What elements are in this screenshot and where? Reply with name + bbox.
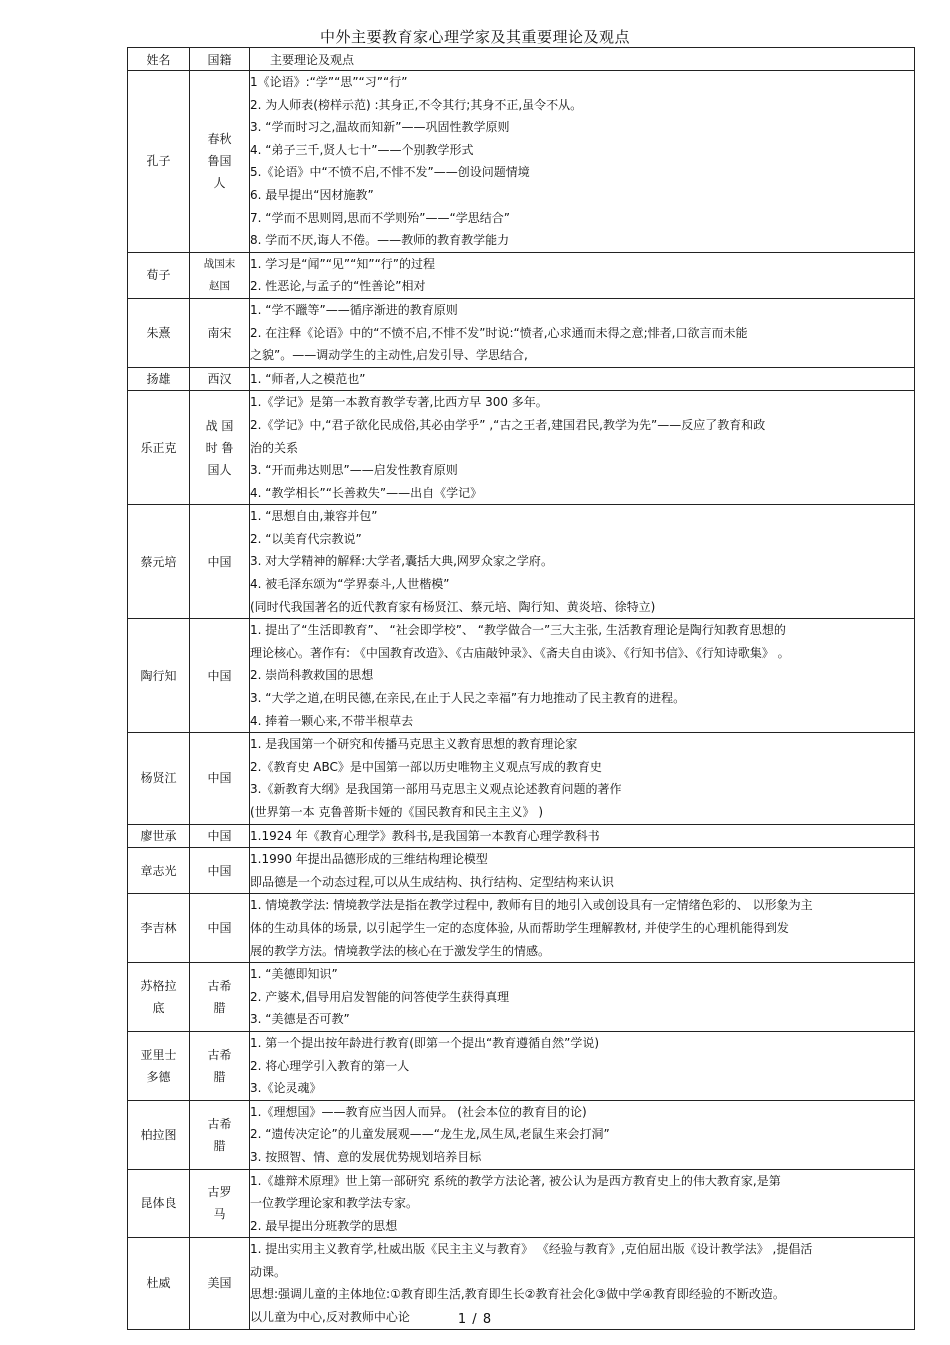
theory-line: 1. “思想自由,兼容并包” [250,509,378,524]
educator-nation-line: 古罗 [207,1185,232,1200]
theory-line: 1.1990 年提出品德形成的三维结构理论模型 [250,852,488,867]
theory-line: 2. 最早提出分班教学的思想 [250,1218,398,1233]
theory-line: 2. 为人师表(榜样示范) :其身正,不令其行;其身不正,虽令不从。 [250,97,583,112]
educator-nation-line: 南宋 [207,325,232,340]
educator-name [128,391,190,505]
theory-line: 理论核心。著作有: 《中国教育改造》、《古庙敲钟录》、《斋夫自由谈》、《行知书信》、《行知诗歌集》 。 [250,645,790,660]
educator-nation [190,848,250,894]
theory-content [250,824,915,848]
theory-line: 3. 对大学精神的解释:大学者,囊括大典,网罗众家之学府。 [250,554,553,569]
header-name: 姓名 [128,48,190,71]
educator-name [128,848,190,894]
theory-line: 3. “大学之道,在明民德,在亲民,在止于人民之幸福”有力地推动了民主教育的进程。 [250,691,686,706]
educator-nation-line: 腊 [213,1138,226,1153]
educator-name [128,963,190,1032]
theory-content [250,1031,915,1100]
educator-nation-line: 古希 [207,1047,232,1062]
table-row [128,848,915,894]
educator-name-line: 亚里士 [140,1047,177,1062]
table-row [128,733,915,824]
theory-line: 4. 被毛泽东颂为“学界泰斗,人世楷模” [250,577,450,592]
theory-line: 1. “师者,人之模范也” [250,371,366,386]
educator-nation-line: 古希 [207,1116,232,1131]
table-row [128,894,915,963]
educator-nation [190,1100,250,1169]
educator-name-line: 杜威 [146,1276,171,1291]
theory-line: 1. “学不躐等”——循序渐进的教育原则 [250,302,458,317]
educator-nation-line: 古希 [207,979,232,994]
educator-nation-line: 战国末 [203,258,236,271]
theory-line: 即品德是一个动态过程,可以从生成结构、执行结构、定型结构来认识 [250,874,614,889]
educator-name [128,252,190,298]
theory-line: 4. “弟子三千,贤人七十”——个别教学形式 [250,142,474,157]
theory-line: 1.《学记》是第一本教育教学专著,比西方早 300 多年。 [250,395,548,410]
educator-nation-line: 中国 [207,921,232,936]
educator-name [128,894,190,963]
theory-line: 3.《新教育大纲》是我国第一部用马克思主义观点论述教育问题的著作 [250,782,622,797]
educator-nation-line: 春秋 [207,132,232,147]
theory-line: 2.《教育史 ABC》是中国第一部以历史唯物主义观点写成的教育史 [250,759,602,774]
theory-line: 体的生动具体的场景, 以引起学生一定的态度体验, 从而帮助学生理解教材, 并使学生的心理机能得到发 [250,920,789,935]
educator-nation-line: 中国 [207,828,232,843]
educator-nation-line: 中国 [207,554,232,569]
educator-name-line: 扬雄 [146,372,171,387]
theory-line: 1. 第一个提出按年龄进行教育(即第一个提出“教育遵循自然”学说) [250,1035,600,1050]
educator-nation-line: 中国 [207,668,232,683]
educator-name-line: 昆体良 [140,1196,177,1211]
educator-name-line: 蔡元培 [140,554,177,569]
educator-name [128,1169,190,1238]
educator-nation [190,252,250,298]
educator-nation-line: 赵国 [209,280,230,293]
theory-line: 展的教学方法。情境教学法的核心在于激发学生的情感。 [250,943,551,958]
educator-name [128,71,190,253]
theory-line: 1. 情境教学法: 情境教学法是指在教学过程中, 教师有目的地引入或创设具有一定情绪色彩的、 以形象为主 [250,898,813,913]
educator-nation [190,619,250,733]
table-row [128,505,915,619]
theory-line: 2.《学记》中,“君子欲化民成俗,其必由学乎” ,“古之王者,建国君民,教学为先”——反应了教育和政 [250,417,766,432]
table-row [128,367,915,391]
educator-name-line: 杨贤江 [140,771,177,786]
theory-line: 2. “遗传决定论”的儿童发展观——“龙生龙,凤生凤,老鼠生来会打洞” [250,1127,610,1142]
educator-name [128,619,190,733]
theory-line: 之貌”。——调动学生的主动性,启发引导、学思结合, [250,348,528,363]
theory-line: 4. “教学相长”“长善救失”——出自《学记》 [250,485,483,500]
educator-nation-line: 腊 [213,1001,226,1016]
educator-name-line: 孔子 [146,154,171,169]
theory-line: 2. “以美育代宗教说” [250,531,362,546]
educator-nation [190,894,250,963]
theory-content [250,505,915,619]
educator-name [128,733,190,824]
educator-nation-line: 腊 [213,1069,226,1084]
educator-nation [190,1169,250,1238]
educator-nation [190,71,250,253]
educator-nation-line: 人 [213,176,226,191]
theory-line: 1.《理想国》——教育应当因人而异。 (社会本位的教育目的论) [250,1104,587,1119]
educator-name-line: 章志光 [140,863,177,878]
educator-name [128,1100,190,1169]
theory-content [250,1169,915,1238]
theory-content [250,298,915,367]
theory-content [250,733,915,824]
theory-content [250,252,915,298]
theory-line: 2. 在注释《论语》中的“不愤不启,不悱不发”时说:“愤者,心求通而未得之意;悱者,口欲言而未能 [250,325,748,340]
theory-line: 治的关系 [250,440,299,455]
theory-line: 1. “美德即知识” [250,967,338,982]
table-row [128,391,915,505]
theory-line: 3. 按照智、情、意的发展优势规划培养目标 [250,1149,482,1164]
theory-content [250,71,915,253]
theory-line: 6. 最早提出“因材施教” [250,187,374,202]
theory-line: 1.1924 年《教育心理学》教科书,是我国第一本教育心理学教科书 [250,828,600,843]
theory-line: 1. 提出实用主义教育学,杜威出版《民主主义与教育》 《经验与教育》,克伯屈出版《设计教学法》 ,提倡活 [250,1242,813,1257]
theory-line: 2. 崇尚科教救国的思想 [250,668,374,683]
theory-line: 思想:强调儿童的主体地位:①教育即生活,教育即生长②教育社会化③做中学④教育即经验的不断改造。 [250,1287,785,1302]
educator-name [128,1031,190,1100]
educator-nation [190,1031,250,1100]
table-row [128,1031,915,1100]
educator-nation-line: 美国 [207,1276,232,1291]
theory-line: 1.《雄辩术原理》世上第一部研究 系统的教学方法论著, 被公认为是西方教育史上的伟大教育家,是第 [250,1173,781,1188]
educator-name-line: 朱熹 [146,325,171,340]
theory-line: 2. 性恶论,与孟子的“性善论”相对 [250,279,426,294]
theory-line: 3. “学而时习之,温故而知新”——巩固性教学原则 [250,120,510,135]
theory-line: (同时代我国著名的近代教育家有杨贤江、蔡元培、陶行知、黄炎培、徐特立) [250,599,656,614]
table-row [128,824,915,848]
theory-line: 1. 是我国第一个研究和传播马克思主义教育思想的教育理论家 [250,737,578,752]
theory-line: 5.《论语》中“不愤不启,不悱不发”——创设问题情境 [250,165,530,180]
theory-line: 3.《论灵魂》 [250,1081,322,1096]
theory-content [250,894,915,963]
educator-nation [190,824,250,848]
educator-name-line: 廖世承 [140,828,177,843]
theory-line: 2. 产婆术,倡导用启发智能的问答使学生获得真理 [250,989,510,1004]
educator-nation [190,367,250,391]
educator-name-line: 柏拉图 [140,1127,177,1142]
theory-line: 2. 将心理学引入教育的第一人 [250,1058,410,1073]
table-row [128,298,915,367]
table-row [128,963,915,1032]
table-row [128,71,915,253]
table-row [128,252,915,298]
educator-nation-line: 战 国 [205,418,234,433]
theory-line: 7. “学而不思则罔,思而不学则殆”——“学思结合” [250,210,510,225]
theory-content [250,963,915,1032]
theory-content [250,848,915,894]
educator-name-line: 底 [152,1001,165,1016]
page-number: 1 / 8 [457,1312,493,1327]
educator-nation-line: 国人 [207,462,232,477]
theory-line: 1. 学习是“闻”“见”“知”“行”的过程 [250,256,435,271]
educator-nation [190,391,250,505]
educator-name [128,367,190,391]
theory-line: 8. 学而不厌,诲人不倦。——教师的教育教学能力 [250,233,510,248]
theory-line: 3. “开而弗达则思”——启发性教育原则 [250,463,458,478]
educator-name-line: 多德 [146,1069,171,1084]
educator-name [128,505,190,619]
theory-content [250,391,915,505]
table-row [128,1169,915,1238]
educator-name-line: 荀子 [146,268,171,283]
educator-nation-line: 马 [213,1207,226,1222]
table-row [128,619,915,733]
header-nation: 国籍 [190,48,250,71]
table-row [128,1100,915,1169]
header-theory: 主要理论及观点 [250,48,915,71]
theory-line: 1. 提出了“生活即教育”、 “社会即学校”、 “教学做合一”三大主张, 生活教育理论是陶行知教育思想的 [250,623,786,638]
table-header-row [128,48,915,71]
educator-name-line: 乐正克 [140,440,177,455]
theory-content [250,367,915,391]
theory-line: (世界第一本 克鲁普斯卡娅的《国民教育和民主主义》 ) [250,805,543,819]
theory-line: 以儿童为中心,反对教师中心论 [250,1310,410,1325]
educator-nation [190,505,250,619]
theory-content [250,619,915,733]
theory-line: 动课。 [250,1264,287,1279]
theory-line: 4. 捧着一颗心来,不带半根草去 [250,713,414,728]
educator-nation-line: 时 鲁 [205,440,234,455]
page-title: 中外主要教育家心理学家及其重要理论及观点 [319,28,630,46]
educators-table [127,47,915,1330]
educator-nation-line: 鲁国 [207,154,232,169]
educator-name [128,824,190,848]
theory-content [250,1100,915,1169]
theory-line: 3. “美德是否可教” [250,1012,350,1027]
educator-name-line: 陶行知 [140,668,177,683]
theory-line: 一位教学理论家和教学法专家。 [250,1196,419,1211]
educator-nation [190,963,250,1032]
educator-nation-line: 西汉 [207,372,232,387]
educator-nation [190,298,250,367]
educator-nation-line: 中国 [207,863,232,878]
educator-name-line: 李吉林 [140,921,177,936]
educator-nation [190,733,250,824]
educator-nation-line: 中国 [207,771,232,786]
educator-name [128,298,190,367]
educator-name-line: 苏格拉 [140,979,177,994]
theory-line: 1《论语》:“学”“思”“习”“行” [250,75,408,89]
